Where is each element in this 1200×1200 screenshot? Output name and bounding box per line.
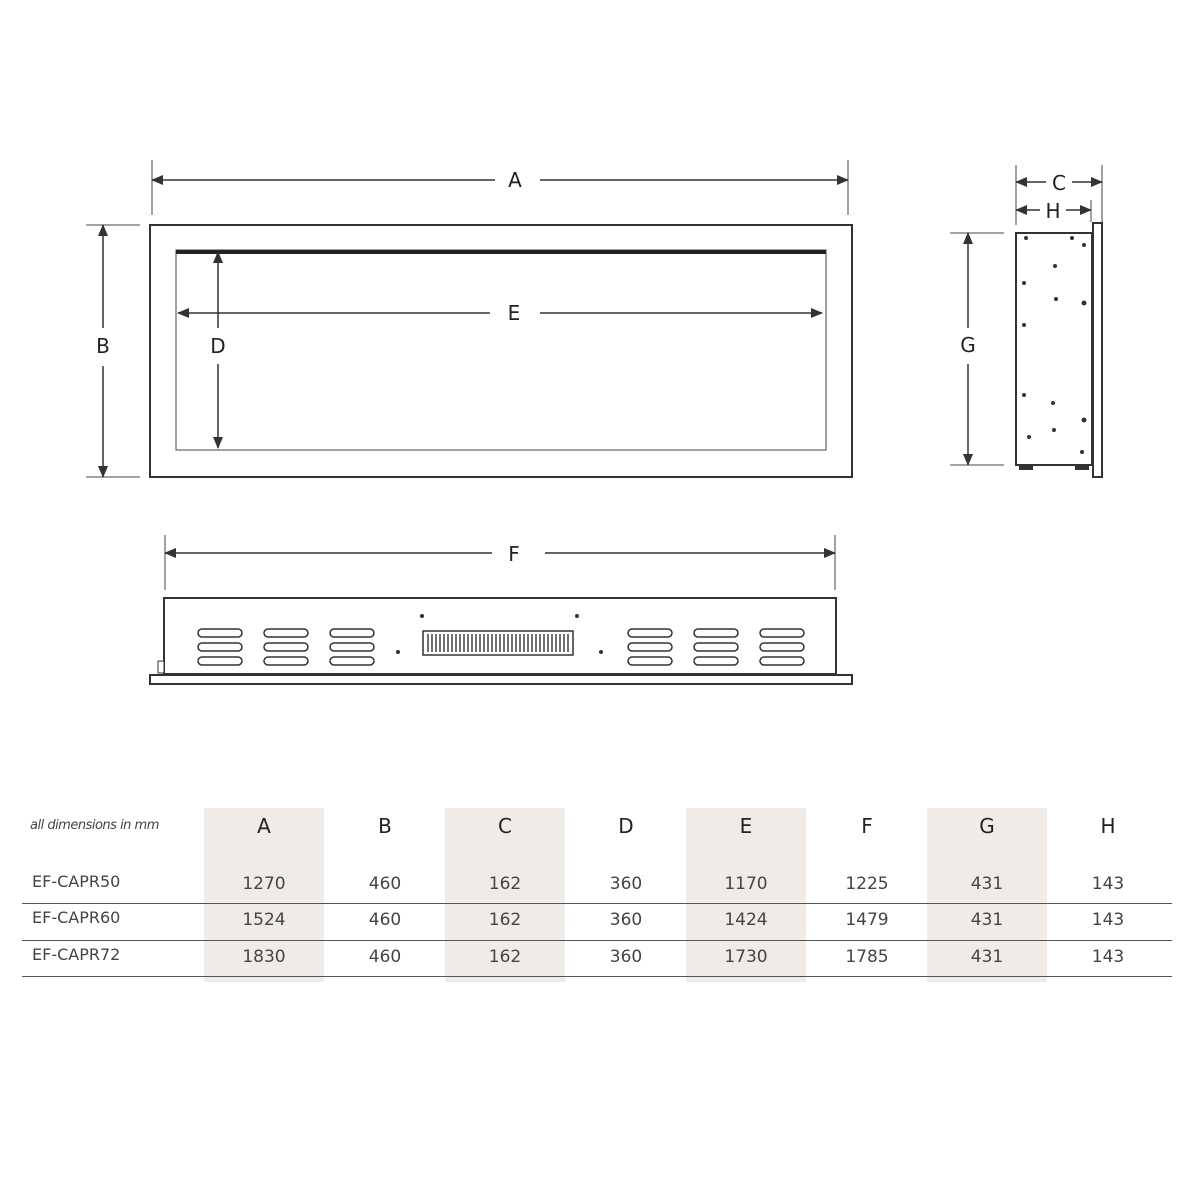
label-g: G [960,333,976,357]
dimension-h [1016,199,1091,223]
dimension-g [960,233,976,465]
value-h: 143 [1091,874,1125,894]
label-h: H [1045,199,1061,223]
top-view [150,535,852,684]
dimension-f [165,542,835,566]
label-e: E [507,301,521,325]
value-a: 1524 [242,910,286,930]
header-c: C [498,814,512,838]
side-view [950,165,1102,477]
side-flange [1093,223,1102,477]
value-e: 1424 [724,910,768,930]
value-f: 1225 [845,874,889,894]
label-c: C [1052,171,1066,195]
value-h: 143 [1091,910,1125,930]
dimension-b [96,225,110,477]
value-g: 431 [970,910,1004,930]
table-row [22,947,1172,983]
model-name: EF-CAPR60 [32,908,121,927]
units-note: all dimensions in mm [30,818,159,833]
dimension-c [1016,171,1102,195]
model-name: EF-CAPR72 [32,945,121,964]
row-divider [22,903,1172,904]
value-e: 1170 [724,874,768,894]
header-a: A [257,814,271,838]
value-b: 460 [368,874,402,894]
value-a: 1270 [242,874,286,894]
header-e: E [739,814,753,838]
value-f: 1785 [845,947,889,967]
header-d: D [618,814,634,838]
row-divider [22,976,1172,977]
header-f: F [861,814,873,838]
table-row [22,874,1172,910]
row-divider [22,940,1172,941]
top-flange [150,675,852,684]
front-frame [150,225,852,477]
value-c: 162 [488,947,522,967]
value-h: 143 [1091,947,1125,967]
vent-group-left [198,629,374,665]
header-b: B [378,814,392,838]
label-d: D [210,334,226,358]
value-f: 1479 [845,910,889,930]
dimension-table [22,808,1172,988]
value-g: 431 [970,874,1004,894]
value-d: 360 [609,947,643,967]
model-name: EF-CAPR50 [32,872,121,891]
value-b: 460 [368,947,402,967]
header-h: H [1100,814,1116,838]
label-a: A [508,168,522,192]
label-b: B [96,334,110,358]
value-c: 162 [488,910,522,930]
front-view [86,160,852,477]
value-e: 1730 [724,947,768,967]
label-f: F [508,542,520,566]
value-d: 360 [609,874,643,894]
center-grille [423,631,573,655]
header-g: G [979,814,995,838]
table-header-row [22,814,1172,850]
value-g: 431 [970,947,1004,967]
value-d: 360 [609,910,643,930]
vent-group-right [628,629,804,665]
dimension-a [152,168,848,192]
value-a: 1830 [242,947,286,967]
value-b: 460 [368,910,402,930]
value-c: 162 [488,874,522,894]
